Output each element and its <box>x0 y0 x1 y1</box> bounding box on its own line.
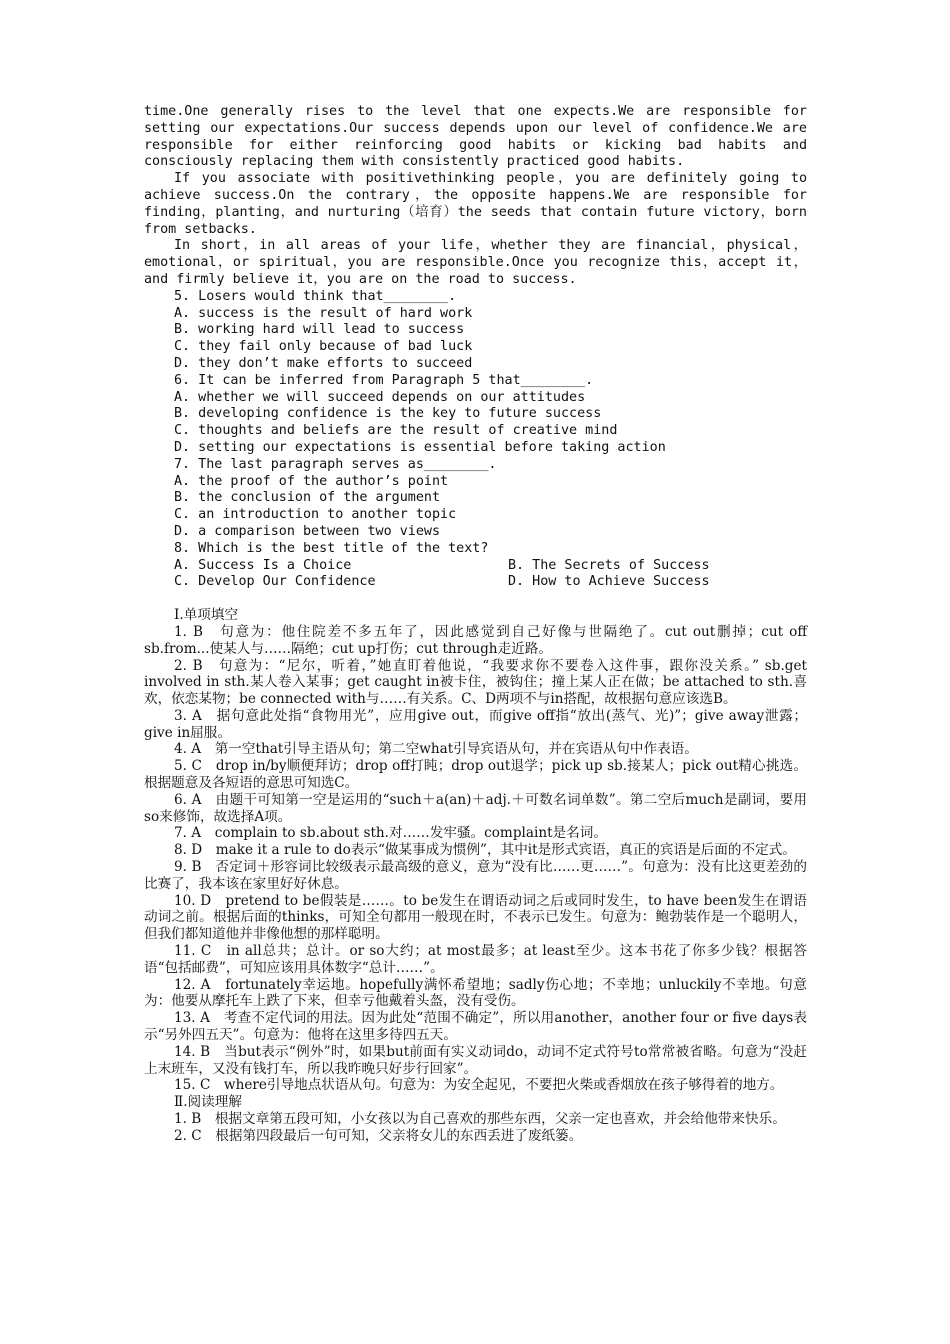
option: C. an introduction to another topic <box>174 507 457 523</box>
option: D. How to Achieve Success <box>508 574 710 590</box>
option: D. a comparison between two views <box>174 523 441 539</box>
question-stem: 5. Losers would think that________. <box>174 288 457 304</box>
answer-item: 3. A 据句意此处指“食物用光”，应用give out，而give off指“放出(蒸气、光)”；give away泄露；give in屈服。 <box>144 707 807 741</box>
option: B. developing confidence is the key to future success <box>174 406 602 422</box>
option: B. working hard will lead to success <box>174 322 465 338</box>
answer-key <box>144 607 807 1145</box>
answer-item: 11. C in all总共；总计。or so大约；at most最多；at least至少。这本书花了你多少钱？根据答语“包括邮费”，可知应该用具体数字“总计……”。 <box>144 943 807 976</box>
answer-item: 12. A fortunately幸运地。hopefully满怀希望地；sadly伤心地；不幸地；unluckily不幸地。句意为：他要从摩托车上跌了下来，但幸亏他戴着头盔，没有受伤。 <box>144 976 807 1010</box>
option: D. they don’t make efforts to succeed <box>174 355 473 371</box>
question-6 <box>144 373 807 457</box>
document-page <box>144 104 807 1145</box>
section-title-single-choice: Ⅰ.单项填空 <box>174 607 239 624</box>
answer-item: 5. C drop in/by顺便拜访；drop off打盹；drop out退学；pick up sb.接某人；pick out精心挑选。根据题意及各短语的意思可知选C。 <box>144 758 807 792</box>
answer-item: 13. A 考查不定代词的用法。因为此处“范围不确定”，所以用another，another four or five days表示“另外四五天”。句意为：他将在这里多待四五天。 <box>144 1010 807 1044</box>
question-5 <box>144 289 807 373</box>
answer-item: 1. B 根据文章第五段可知，小女孩以为自己喜欢的那些东西，父亲一定也喜欢，并会给他带来快乐。 <box>174 1111 786 1128</box>
passage-paragraph: time.One generally rises to the level that one expects.We are responsible for setting our expectations.Our success depends upon our level of confidence.We are responsible for either reinforcing good habits or kicking bad habits and consciously replacing them with consistently practiced good habits. <box>144 104 807 170</box>
passage-paragraph: In short，in all areas of your life，whether they are financial，physical，emotional，or spiritual，you are responsible.Once you recognize this，accept it，and firmly believe it，you are on the road to success. <box>144 238 807 287</box>
option-row <box>144 558 807 575</box>
option: C. Develop Our Confidence <box>174 574 376 590</box>
option: A. the proof of the author’s point <box>174 473 449 489</box>
answer-item: 8. D make it a rule to do表示“做某事成为惯例”，其中it是形式宾语，真正的宾语是后面的不定式。 <box>174 842 796 859</box>
option: A. Success Is a Choice <box>174 557 352 573</box>
answer-item: 15. C where引导地点状语从句。句意为：为安全起见，不要把火柴或香烟放在孩子够得着的地方。 <box>174 1077 784 1094</box>
answer-item: 10. D pretend to be假装是……。to be发生在谓语动词之后或同时发生，to have been发生在谓语动词之前。根据后面的thinks，可知全句都用一般现在时，不表示已发生。句意为：鲍勃装作是一个聪明人，但我们都知道他并非像他想的那样聪明。 <box>144 892 807 943</box>
answer-item: 2. B 句意为：“尼尔，听着，”她直盯着他说，“我要求你不要卷入这件事，跟你没关系。” sb.get involved in sth.某人卷入某事；get caught in被卡住，被钩住；撞上某人正在做；be attached to sth.喜欢，依恋某物；be connected with与……有关系。C、D两项不与in搭配，故根据句意应该选B。 <box>144 657 807 708</box>
question-8 <box>144 541 807 591</box>
section-title-reading: Ⅱ.阅读理解 <box>174 1094 242 1111</box>
question-stem: 8. Which is the best title of the text? <box>174 540 489 556</box>
answer-item: 4. A 第一空that引导主语从句；第二空what引导宾语从句，并在宾语从句中作表语。 <box>174 741 698 758</box>
option: A. whether we will succeed depends on our attitudes <box>174 389 586 405</box>
answer-item: 14. B 当but表示“例外”时，如果but前面有实义动词do，动词不定式符号to常常被省略。句意为“没赶上末班车，又没有钱打车，所以我昨晚只好步行回家”。 <box>144 1043 807 1077</box>
answer-item: 7. A complain to sb.about sth.对……发牢骚。complaint是名词。 <box>174 825 607 842</box>
option: B. The Secrets of Success <box>508 557 710 573</box>
question-stem: 7. The last paragraph serves as________. <box>174 456 497 472</box>
option: A. success is the result of hard work <box>174 305 473 321</box>
option: B. the conclusion of the argument <box>174 490 441 506</box>
answer-item: 6. A 由题干可知第一空是运用的“such＋a(an)＋adj.＋可数名词单数”。第二空后much是副词，要用so来修饰，故选择A项。 <box>144 791 807 825</box>
option: C. they fail only because of bad luck <box>174 339 473 355</box>
question-stem: 6. It can be inferred from Paragraph 5 that________. <box>174 372 594 388</box>
answer-item: 2. C 根据第四段最后一句可知，父亲将女儿的东西丢进了废纸篓。 <box>174 1127 583 1144</box>
option-row <box>144 574 807 591</box>
option: C. thoughts and beliefs are the result of creative mind <box>174 423 618 439</box>
question-7 <box>144 457 807 541</box>
passage-paragraph: If you associate with positivethinking people，you are definitely going to achieve success.On the contrary，the opposite happens.We are responsible for finding，planting，and nurturing（培育）the seeds that contain future victory，born from setbacks. <box>144 171 807 237</box>
answer-item: 1. B 句意为：他住院差不多五年了，因此感觉到自己好像与世隔绝了。cut out删掉；cut off sb.from...使某人与……隔绝；cut up打伤；cut through走近路。 <box>144 623 807 657</box>
answer-item: 9. B 否定词＋形容词比较级表示最高级的意义，意为“没有比……更……”。句意为：没有比这更差劲的比赛了，我本该在家里好好休息。 <box>144 859 807 892</box>
option: D. setting our expectations is essential before taking action <box>174 439 666 455</box>
